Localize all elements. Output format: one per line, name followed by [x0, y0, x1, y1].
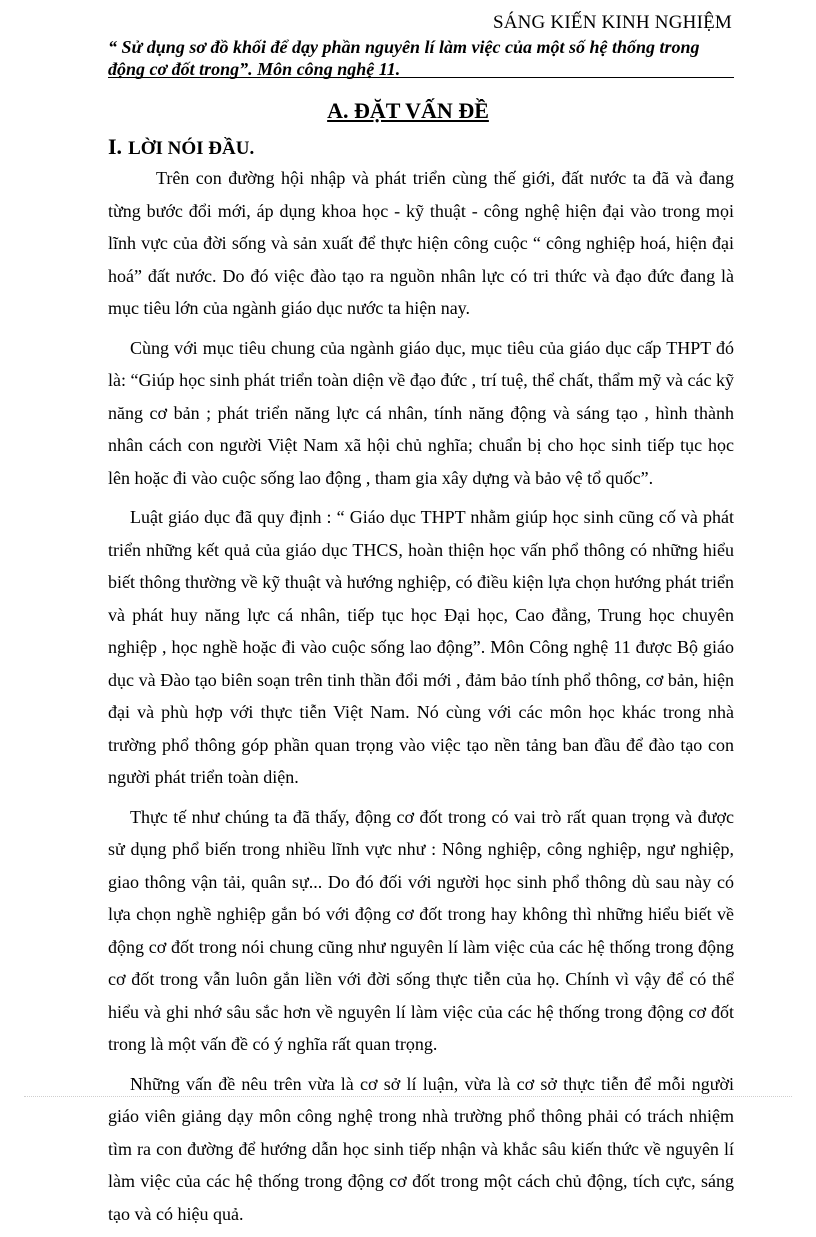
subsection-number: I.: [108, 134, 123, 159]
subsection-heading: [108, 134, 254, 160]
header-divider: [108, 77, 734, 78]
page-bottom-divider: [24, 1096, 792, 1097]
subsection-label: LỜI NÓI ĐẦU.: [128, 138, 255, 159]
paragraph: Những vấn đề nêu trên vừa là cơ sở lí luận, vừa là cơ sở thực tiễn để mỗi người giáo viên giảng dạy môn công nghệ trong nhà trường phổ thông phải có trách nhiệm tìm ra con đường để hướng dẫn học sinh tiếp nhận và khắc sâu kiến thức về nguyên lí làm việc của các hệ thống trong động cơ đốt trong một cách chủ động, tích cực, sáng tạo và có hiệu quả.: [108, 1073, 734, 1224]
paragraph: Trên con đường hội nhập và phát triển cùng thế giới, đất nước ta đã và đang từng bước đổi mới, áp dụng khoa học - kỹ thuật - công nghệ hiện đại vào trong mọi lĩnh vực của đời sống và sản xuất để thực hiện công cuộc “ công nghiệp hoá, hiện đại hoá” đất nước. Do đó việc đào tạo ra nguồn nhân lực có tri thức và đạo đức đang là mục tiêu lớn của ngành giáo dục nước ta hiện nay.: [108, 168, 734, 318]
body-text: [108, 162, 734, 1237]
section-title: A. ĐẶT VẤN ĐỀ: [327, 98, 489, 123]
header-doc-type: SÁNG KIẾN KINH NGHIỆM: [492, 12, 732, 33]
paragraph: Cùng với mục tiêu chung của ngành giáo dục, mục tiêu của giáo dục cấp THPT đó là: “Giúp học sinh phát triển toàn diện về đạo đức , trí tuệ, thể chất, thẩm mỹ và các kỹ năng cơ bản ; phát triển năng lực cá nhân, tính năng động và sáng tạo , hình thành nhân cách con người Việt Nam xã hội chủ nghĩa; chuẩn bị cho học sinh tiếp tục học lên hoặc đi vào cuộc sống lao động , tham gia xây dựng và bảo vệ tổ quốc”.: [108, 337, 734, 488]
paragraph: Thực tế như chúng ta đã thấy, động cơ đốt trong có vai trò rất quan trọng và được sử dụng phổ biến trong nhiều lĩnh vực như : Nông nghiệp, công nghiệp, ngư nghiệp, giao thông vận tải, quân sự... Do đó đối với người học sinh phổ thông dù sau này có lựa chọn nghề nghiệp gắn bó với động cơ đốt trong hay không thì những hiểu biết về động cơ đốt trong nói chung cũng như nguyên lí làm việc của các hệ thống trong động cơ đốt trong vẫn luôn gắn liền với đời sống thực tiễn của họ. Chính vì vậy để có thể hiểu và ghi nhớ sâu sắc hơn về nguyên lí làm việc của các hệ thống trong động cơ đốt trong là một vấn đề có ý nghĩa rất quan trọng.: [108, 806, 734, 1054]
header-topic-title: “ Sử dụng sơ đồ khối để dạy phần nguyên lí làm việc của một số hệ thống trong động cơ đốt trong”. Môn công nghệ 11.: [108, 37, 700, 79]
paragraph: Luật giáo dục đã quy định : “ Giáo dục THPT nhằm giúp học sinh cũng cố và phát triển những kết quả của giáo dục THCS, hoàn thiện học vấn phổ thông có những hiểu biết thông thường về kỹ thuật và hướng nghiệp, có điều kiện lựa chọn hướng phát triển và phát huy năng lực cá nhân, tiếp tục học Đại học, Cao đẳng, Trung học chuyên nghiệp , học nghề hoặc đi vào cuộc sống lao động”. Môn Công nghệ 11 được Bộ giáo dục và Đào tạo biên soạn trên tinh thần đổi mới , đảm bảo tính phổ thông, cơ bản, hiện đại và phù hợp với thực tiễn Việt Nam. Nó cùng với các môn học khác trong nhà trường phổ thông góp phần quan trọng vào việc tạo nền tảng ban đầu để đào tạo con người phát triển toàn diện.: [108, 507, 734, 787]
